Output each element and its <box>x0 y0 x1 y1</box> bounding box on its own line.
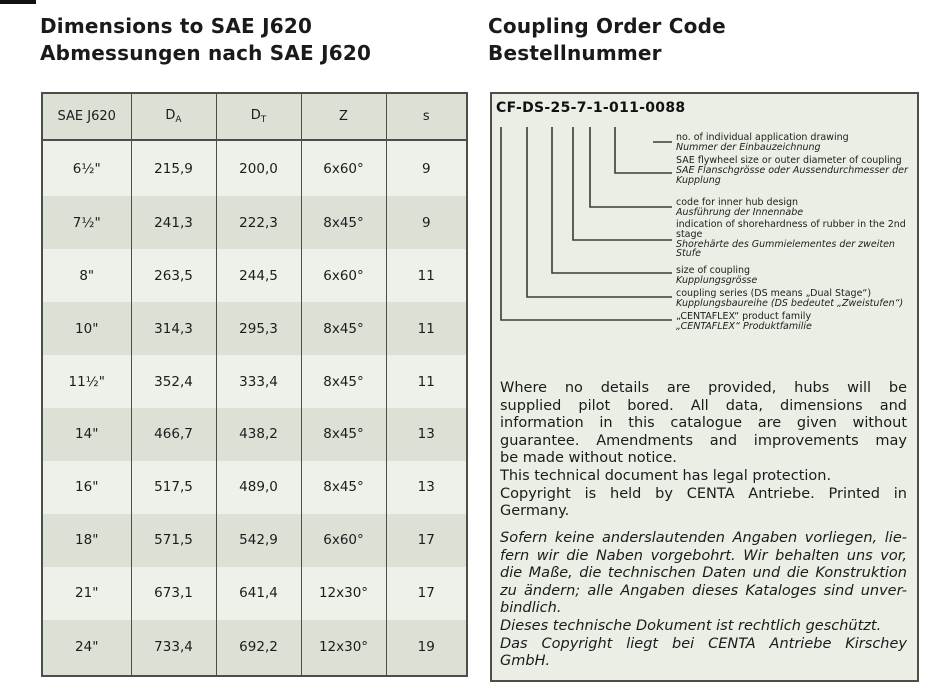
table-row: 14" 466,7 438,2 8x45° 13 <box>42 408 467 461</box>
legend-shorehardness: indication of shorehardness of rubber in the 2nd stage Shorehärte des Gummielementes der zweiten Stufe <box>676 219 906 260</box>
legend-inner-hub-design: code for inner hub design Ausführung der Innennabe <box>676 197 804 218</box>
table-header-row <box>42 93 467 140</box>
dimensions-title <box>40 13 371 67</box>
legend-coupling-size: size of coupling Kupplungsgrösse <box>676 265 758 286</box>
sae-dimensions-table <box>41 92 468 677</box>
table-row: 16" 517,5 489,0 8x45° 13 <box>42 461 467 514</box>
legend-product-family: „CENTAFLEX“ product family „CENTAFLEX“ Produktfamilie <box>676 311 812 332</box>
table-row: 7½" 241,3 222,3 8x45° 9 <box>42 196 467 249</box>
legend-application-drawing: no. of individual application drawing Nummer der Einbauzeichnung <box>676 132 849 153</box>
col-header-sae-j620: SAE J620 <box>42 93 131 140</box>
table-row: 8" 263,5 244,5 6x60° 11 <box>42 249 467 302</box>
order-code-title-de: Bestellnummer <box>488 41 662 65</box>
dimensions-title-de: Abmessungen nach SAE J620 <box>40 41 372 65</box>
order-code-title-en: Coupling Order Code <box>488 14 726 38</box>
table-row: 6½" 215,9 200,0 6x60° 9 <box>42 140 467 196</box>
legend-coupling-series: coupling series (DS means „Dual Stage“) Kupplungsbaureihe (DS bedeutet „Zweistufen“) <box>676 288 904 309</box>
notice-german: Sofern keine anderslautenden Angaben vorliegen, lie- fern wir die Naben vorgebohrt. Wir behalten uns vor, die Maße, die technischen Daten und die Konstruktion zu ändern; alle Angaben dieses Kataloges sind unver- bindlich. Dieses technische Dokument ist rechtlich geschützt. Das Copyright liegt bei CENTA Antriebe Kirschey GmbH. <box>500 530 907 670</box>
table-row: 11½" 352,4 333,4 8x45° 11 <box>42 355 467 408</box>
table-row: 18" 571,5 542,9 6x60° 17 <box>42 514 467 567</box>
table-row: 24" 733,4 692,2 12x30° 19 <box>42 620 467 676</box>
notice-english: Where no details are provided, hubs will be supplied pilot bored. All data, dimensions and information in this catalogue are given without guarantee. Amendments and improvements may be made without notice. This technical document has legal protection. Copyright is held by CENTA Antriebe. Printed in Germany. <box>500 380 907 520</box>
legend-flywheel-size: SAE flywheel size or outer diameter of coupling SAE Flanschgrösse oder Aussendurchmesser der Kupplung <box>676 155 908 186</box>
table-row: 10" 314,3 295,3 8x45° 11 <box>42 302 467 355</box>
col-header-s: s <box>386 93 467 140</box>
col-header-da: $D_A$ <box>131 93 216 140</box>
table-row: 21" 673,1 641,4 12x30° 17 <box>42 567 467 620</box>
dimensions-title-en: Dimensions to SAE J620 <box>40 14 313 38</box>
order-code-title <box>488 13 726 67</box>
col-header-dt: $D_T$ <box>216 93 301 140</box>
order-code-box <box>490 92 919 682</box>
order-code-value: CF-DS-25-7-1-011-0088 <box>496 100 686 116</box>
col-header-z: Z <box>301 93 386 140</box>
page-corner-mark <box>0 0 36 4</box>
